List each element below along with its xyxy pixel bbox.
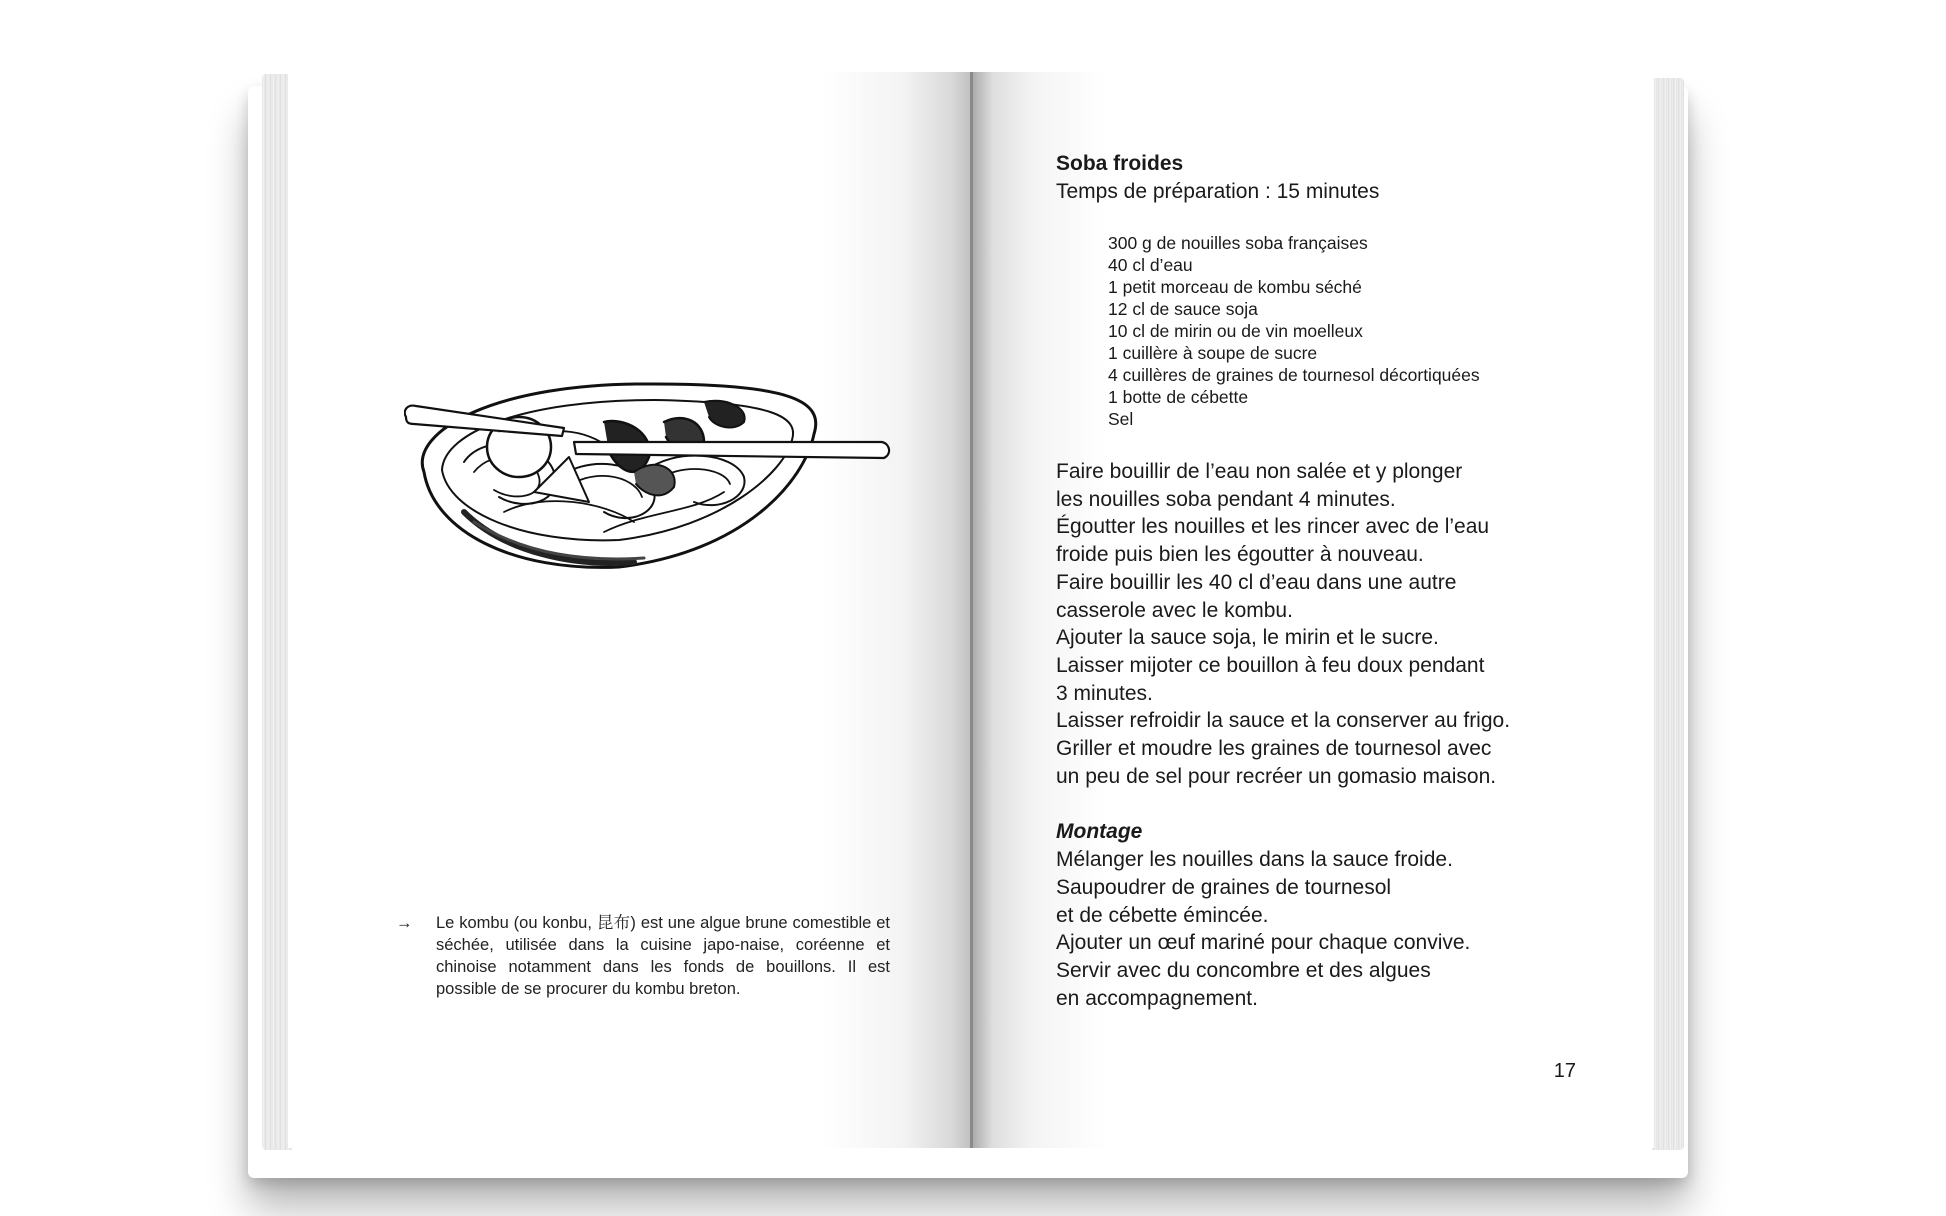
ingredient-item: 1 petit morceau de kombu séché [1108, 277, 1362, 297]
assembly-title: Montage [1056, 820, 1143, 844]
step-line: casserole avec le kombu. [1056, 598, 1293, 622]
arrow-right-icon: → [396, 914, 413, 932]
soba-bowl-illustration [404, 362, 904, 587]
assembly-steps [1056, 846, 1616, 1012]
ingredients-list [1108, 232, 1616, 430]
assembly-line: Mélanger les nouilles dans la sauce froide. [1056, 848, 1453, 872]
assembly-line: Ajouter un œuf mariné pour chaque convive. [1056, 931, 1471, 955]
step-line: un peu de sel pour recréer un gomasio maison. [1056, 764, 1497, 788]
ingredient-item: Sel [1108, 409, 1134, 429]
assembly-line: Servir avec du concombre et des algues [1056, 958, 1431, 982]
kombu-footnote [396, 912, 890, 1000]
step-line: Laisser refroidir la sauce et la conserver au frigo. [1056, 709, 1511, 733]
ingredient-item: 1 botte de cébette [1108, 387, 1249, 407]
recipe [1056, 150, 1616, 1012]
step-line: Faire bouillir les 40 cl d’eau dans une autre [1056, 570, 1457, 594]
step-line: froide puis bien les égoutter à nouveau. [1056, 543, 1424, 567]
step-line: les nouilles soba pendant 4 minutes. [1056, 487, 1396, 511]
ingredient-item: 12 cl de sauce soja [1108, 299, 1258, 319]
step-line: Ajouter la sauce soja, le mirin et le sucre. [1056, 626, 1439, 650]
ingredient-item: 10 cl de mirin ou de vin moelleux [1108, 321, 1363, 341]
ingredient-item: 40 cl d’eau [1108, 255, 1193, 275]
book-gutter [970, 72, 973, 1148]
assembly-line: Saupoudrer de graines de tournesol [1056, 875, 1392, 899]
step-line: 3 minutes. [1056, 681, 1153, 705]
page-edges-right [1652, 78, 1684, 1150]
step-line: Faire bouillir de l’eau non salée et y plonger [1056, 460, 1463, 483]
footnote-text: Le kombu (ou konbu, 昆布) est une algue brune comestible et séchée, utilisée dans la cuisine japo-naise, coréenne et chinoise notamment dans les fonds de bouillons. Il est possible de se procurer du kombu breton. [436, 914, 890, 998]
prep-time: Temps de préparation : 15 minutes [1056, 180, 1380, 203]
step-line: Égoutter les nouilles et les rincer avec de l’eau [1056, 515, 1490, 539]
ingredient-item: 300 g de nouilles soba françaises [1108, 233, 1368, 253]
recipe-steps [1056, 458, 1616, 790]
step-line: Griller et moudre les graines de tournesol avec [1056, 737, 1492, 761]
recipe-title: Soba froides [1056, 152, 1184, 175]
ingredient-item: 1 cuillère à soupe de sucre [1108, 343, 1318, 363]
step-line: Laisser mijoter ce bouillon à feu doux pendant [1056, 653, 1485, 677]
page-number: 17 [1553, 1060, 1576, 1082]
assembly-line: en accompagnement. [1056, 986, 1258, 1010]
assembly-line: et de cébette émincée. [1056, 903, 1269, 927]
ingredient-item: 4 cuillères de graines de tournesol décortiquées [1108, 365, 1480, 385]
